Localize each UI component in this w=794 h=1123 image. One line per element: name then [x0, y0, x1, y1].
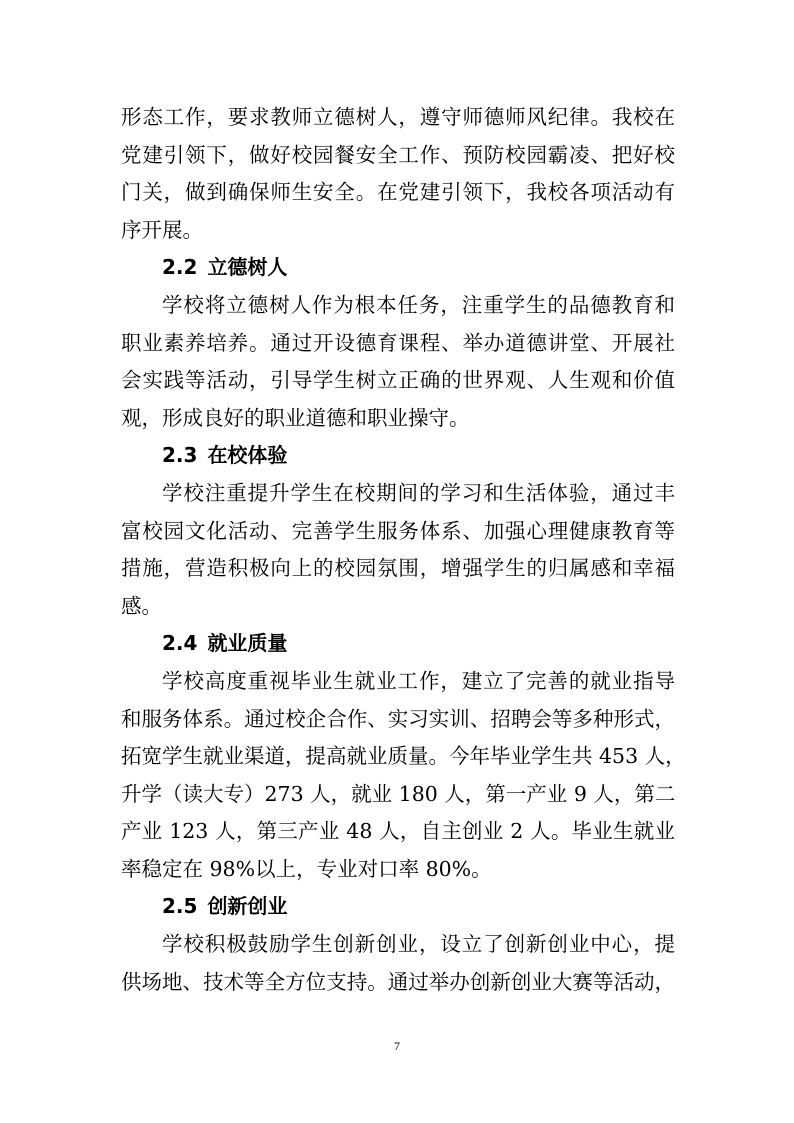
text-line: 会实践等活动，引导学生树立正确的世界观、人生观和价值 [121, 368, 675, 393]
text-line: 学校将立德树人作为根本任务，注重学生的品德教育和 [162, 292, 675, 317]
section-number: 2.5 [162, 894, 198, 919]
section-title: 在校体验 [207, 443, 288, 468]
text-line: 学校注重提升学生在校期间的学习和生活体验，通过丰 [162, 480, 675, 505]
text-line: 产业 123 人，第三产业 48 人，自主创业 2 人。毕业生就业 [121, 819, 675, 844]
page-number: 7 [394, 1039, 400, 1053]
text-line: 学校积极鼓励学生创新创业，设立了创新创业中心，提 [162, 932, 675, 957]
text-line: 职业素养培养。通过开设德育课程、举办道德讲堂、开展社 [121, 330, 675, 355]
text-line: 学校高度重视毕业生就业工作，建立了完善的就业指导 [162, 668, 675, 693]
paragraph [121, 99, 675, 249]
section-number: 2.2 [162, 255, 198, 280]
section-title: 创新创业 [207, 894, 288, 919]
text-line: 形态工作，要求教师立德树人，遵守师德师风纪律。我校在 [121, 105, 675, 129]
section-title: 立德树人 [207, 255, 288, 280]
section-number: 2.4 [162, 631, 198, 656]
section-number: 2.3 [162, 443, 198, 468]
text-line: 观，形成良好的职业道德和职业操守。 [121, 405, 470, 430]
paragraph [121, 663, 686, 889]
text-line: 升学（读大专）273 人，就业 180 人，第一产业 9 人，第二 [121, 781, 676, 806]
text-line: 感。 [121, 593, 162, 618]
paragraph [121, 475, 675, 625]
section-title: 就业质量 [207, 631, 288, 656]
section-heading [121, 437, 675, 475]
text-line: 率稳定在 98%以上，专业对口率 80%。 [121, 856, 492, 881]
text-line: 富校园文化活动、完善学生服务体系、加强心理健康教育等 [121, 518, 675, 543]
section-heading [121, 888, 675, 926]
text-line: 门关，做到确保师生安全。在党建引领下，我校各项活动有 [121, 180, 675, 205]
section-heading [121, 625, 675, 663]
page-body [121, 99, 686, 1001]
text-line: 措施，营造积极向上的校园氛围，增强学生的归属感和幸福 [121, 556, 675, 581]
text-line: 供场地、技术等全方位支持。通过举办创新创业大赛等活动， [121, 969, 675, 994]
text-line: 拓宽学生就业渠道，提高就业质量。今年毕业学生共 453 人， [121, 744, 686, 769]
text-line: 党建引领下，做好校园餐安全工作、预防校园霸凌、把好校 [121, 142, 675, 167]
text-line: 和服务体系。通过校企合作、实习实训、招聘会等多种形式， [121, 706, 675, 731]
paragraph [121, 926, 675, 1001]
text-line: 序开展。 [121, 217, 203, 242]
section-heading [121, 249, 675, 287]
paragraph [121, 287, 675, 437]
